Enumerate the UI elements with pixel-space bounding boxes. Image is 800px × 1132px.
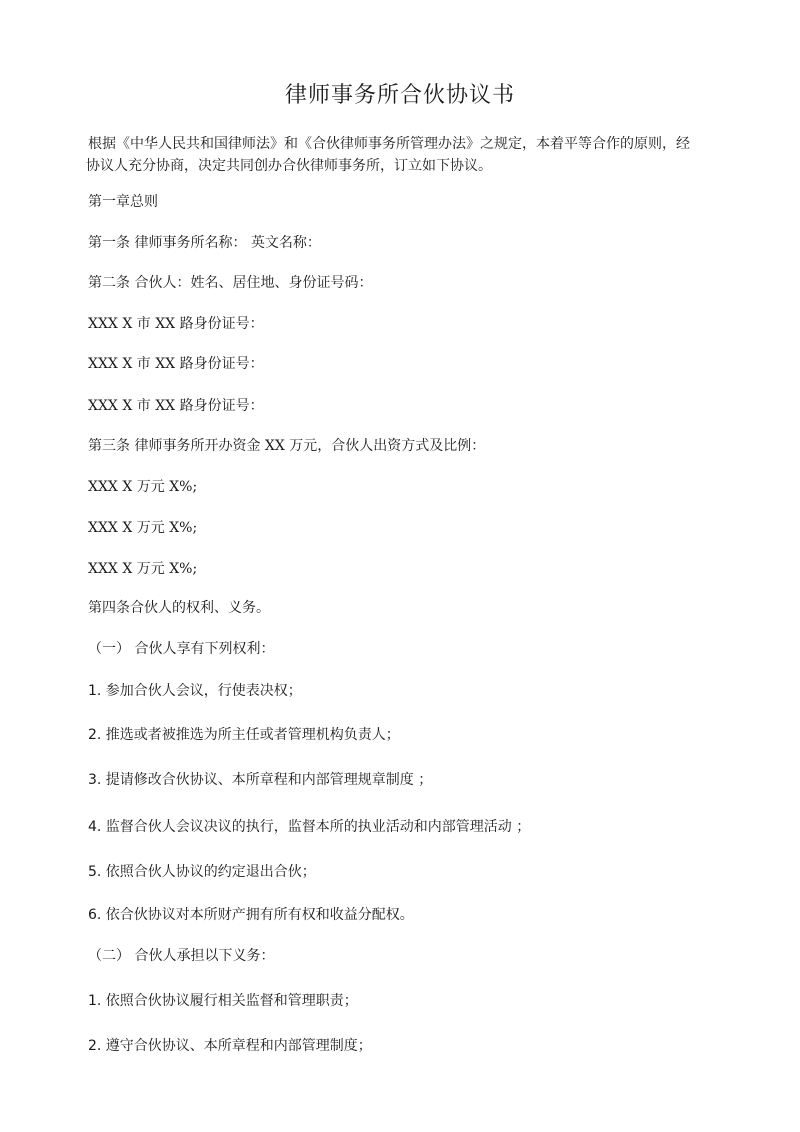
contribution-entry: XXX X 万元 X%; <box>88 479 198 495</box>
duties-item: 1. 依照合伙协议履行相关监督和管理职责； <box>88 993 358 1009</box>
article-4: 第四条合伙人的权利、义务。 <box>88 600 270 616</box>
partner-entry: XXX X 市 XX 路身份证号： <box>88 356 264 372</box>
duties-heading: （二） 合伙人承担以下义务： <box>88 948 275 964</box>
rights-item: 4. 监督合伙人会议决议的执行，监督本所的执业活动和内部管理活动 ； <box>88 819 531 835</box>
rights-heading: （一） 合伙人享有下列权利： <box>88 641 275 657</box>
intro-paragraph <box>88 133 738 177</box>
duties-item: 2. 遵守合伙协议、本所章程和内部管理制度； <box>88 1038 372 1054</box>
partner-entry: XXX X 市 XX 路身份证号： <box>88 316 264 332</box>
article-3: 第三条 律师事务所开办资金 XX 万元，合伙人出资方式及比例： <box>88 438 486 454</box>
partner-entry: XXX X 市 XX 路身份证号： <box>88 398 264 414</box>
rights-item: 6. 依合伙协议对本所财产拥有所有权和收益分配权。 <box>88 907 414 923</box>
rights-item: 2. 推选或者被推选为所主任或者管理机构负责人； <box>88 727 400 743</box>
contribution-entry: XXX X 万元 X%; <box>88 520 198 536</box>
rights-item: 5. 依照合伙人协议的约定退出合伙； <box>88 864 316 880</box>
document-title: 律师事务所合伙协议书 <box>284 83 515 108</box>
intro-line-1: 根据《中华人民共和国律师法》和《合伙律师事务所管理办法》之规定，本着平等合作的原则，经 <box>88 136 690 152</box>
chapter-heading: 第一章总则 <box>88 194 158 210</box>
article-2: 第二条 合伙人：姓名、居住地、身份证号码： <box>88 275 373 291</box>
rights-item: 3. 提请修改合伙协议、本所章程和内部管理规章制度 ； <box>88 772 433 788</box>
rights-item: 1. 参加合伙人会议，行使表决权； <box>88 683 302 699</box>
contribution-entry: XXX X 万元 X%; <box>88 561 198 577</box>
intro-line-2: 协议人充分协商，决定共同创办合伙律师事务所，订立如下协议。 <box>86 158 492 174</box>
article-1: 第一条 律师事务所名称： 英文名称： <box>88 235 321 251</box>
